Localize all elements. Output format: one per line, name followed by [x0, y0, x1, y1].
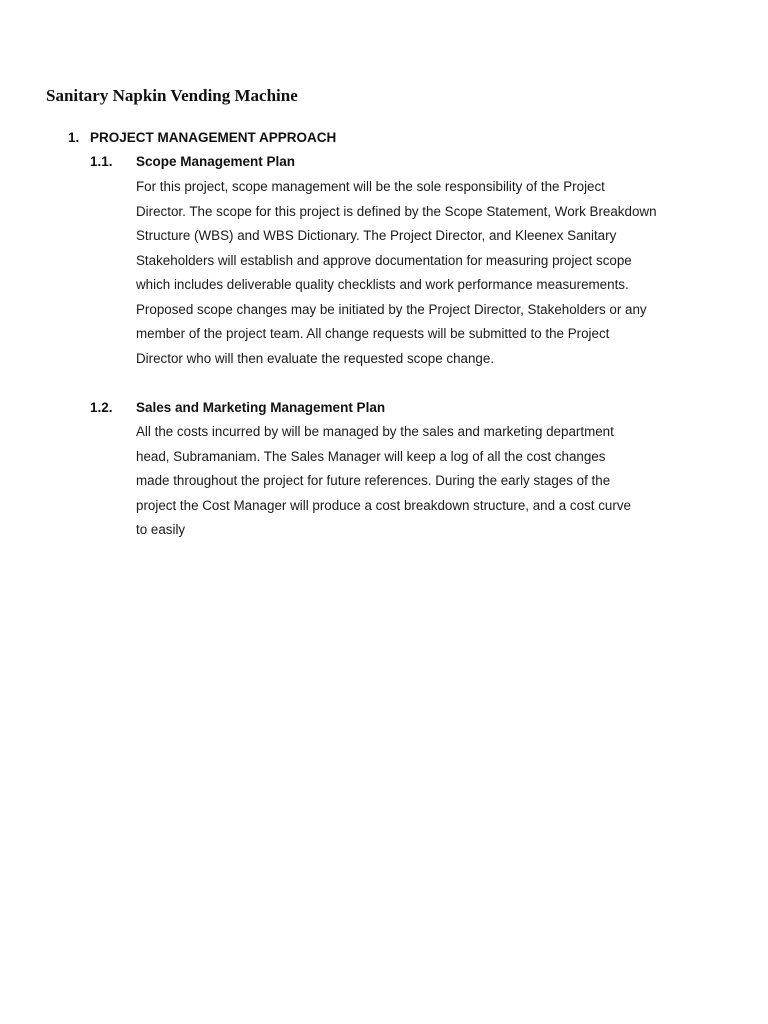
paragraph-line: All the costs incurred by will be managed by the sales and marketing department	[136, 424, 614, 439]
paragraph-line: head, Subramaniam. The Sales Manager will keep a log of all the cost changes	[136, 448, 606, 464]
paragraph-line: Director who will then evaluate the requested scope change.	[136, 350, 495, 366]
subsection-heading-scope-management: Scope Management Plan	[136, 154, 296, 169]
paragraph-line: member of the project team. All change requests will be submitted to the Project	[136, 326, 610, 341]
paragraph-line: which includes deliverable quality checklists and work performance measurements.	[136, 277, 629, 292]
paragraph-line: Stakeholders will establish and approve documentation for measuring project scope	[136, 252, 632, 268]
paragraph-line: made throughout the project for future references. During the early stages of the	[136, 473, 611, 488]
subsection-number-1-1: 1.1.	[90, 154, 113, 169]
paragraph-line: project the Cost Manager will produce a cost breakdown structure, and a cost curve	[136, 497, 631, 513]
paragraph-line: to easily	[136, 522, 186, 537]
subsection-number-1-2: 1.2.	[90, 400, 113, 415]
scope-management-paragraph	[136, 175, 696, 371]
paragraph-line: For this project, scope management will be the sole responsibility of the Project	[136, 179, 605, 194]
paragraph-line: Proposed scope changes may be initiated by the Project Director, Stakeholders or any	[136, 301, 647, 317]
paragraph-line: Director. The scope for this project is defined by the Scope Statement, Work Breakdown	[136, 203, 657, 219]
subsection-heading-sales-marketing: Sales and Marketing Management Plan	[136, 400, 386, 415]
sales-marketing-paragraph	[136, 420, 696, 543]
paragraph-line: Structure (WBS) and WBS Dictionary. The Project Director, and Kleenex Sanitary	[136, 228, 617, 243]
document-title: Sanitary Napkin Vending Machine	[46, 86, 298, 105]
section-number: 1.	[68, 130, 80, 145]
section-heading: PROJECT MANAGEMENT APPROACH	[90, 130, 337, 145]
